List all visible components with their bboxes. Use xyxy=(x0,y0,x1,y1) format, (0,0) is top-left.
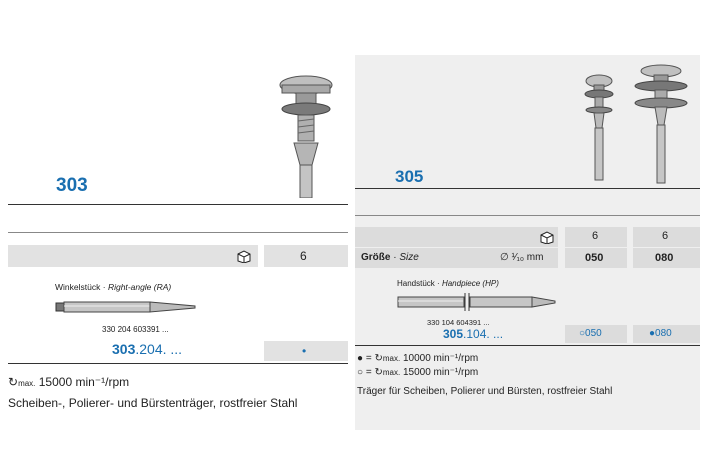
pack-label-cell xyxy=(355,227,558,247)
product-description: Scheiben-, Polierer- und Bürstenträger, rostfreier Stahl xyxy=(8,396,298,410)
divider xyxy=(8,204,348,205)
speed-prefix: max. xyxy=(382,354,401,363)
pack-qty: 6 xyxy=(300,249,307,263)
product-description: Träger für Scheiben, Polierer und Bürsten, rostfreier Stahl xyxy=(357,386,613,397)
size-label-en: Size xyxy=(399,252,419,263)
separator: · xyxy=(437,279,440,288)
tool-303-illustration xyxy=(276,73,336,198)
ra-shank-illustration xyxy=(55,297,200,319)
size-cell-080 xyxy=(633,248,700,268)
order-number-suffix: .204. ... xyxy=(135,341,183,357)
size-label-cell xyxy=(355,248,558,268)
size-value: 080 xyxy=(655,252,674,264)
order-number xyxy=(112,341,182,357)
pack-qty: 6 xyxy=(662,230,669,242)
package-icon xyxy=(236,249,252,263)
legend-symbol: ○ = xyxy=(357,367,375,378)
reference-number: 330 204 603391 ... xyxy=(102,325,169,334)
variant-filled: ●080 xyxy=(649,328,672,339)
pack-qty-cell-050 xyxy=(565,227,627,247)
reference-number: 330 104 604391 ... xyxy=(427,318,490,327)
max-speed xyxy=(8,375,129,389)
product-305-panel xyxy=(355,55,700,430)
size-unit: ∅ ¹⁄₁₀ mm xyxy=(500,252,544,263)
speed-legend-open xyxy=(357,367,478,378)
divider xyxy=(8,363,348,364)
divider xyxy=(355,215,700,216)
rotation-speed-icon: ↻ xyxy=(374,367,383,378)
rotation-speed-icon: ↻ xyxy=(8,375,19,389)
tool-305-080-illustration xyxy=(633,63,689,185)
speed-value: 10000 min⁻¹/rpm xyxy=(402,353,479,364)
speed-legend-filled xyxy=(357,353,478,364)
variant-cell xyxy=(264,341,348,361)
speed-prefix: max. xyxy=(18,379,36,388)
order-number-prefix: 303 xyxy=(112,341,136,357)
speed-prefix: max. xyxy=(382,368,401,377)
shank-label-de: Winkelstück xyxy=(55,282,101,292)
size-value: 050 xyxy=(585,252,604,264)
product-303-panel xyxy=(8,55,348,430)
size-cell-050 xyxy=(565,248,627,268)
size-label-de: Größe xyxy=(361,252,391,263)
pack-label-cell xyxy=(8,245,258,267)
pack-qty-cell xyxy=(264,245,348,267)
package-icon xyxy=(539,230,555,244)
speed-value: 15000 min⁻¹/rpm xyxy=(402,367,479,378)
divider xyxy=(355,345,700,346)
product-number: 303 xyxy=(56,175,88,196)
separator: · xyxy=(102,282,106,292)
shank-label-de: Handstück xyxy=(397,279,435,288)
divider xyxy=(8,232,348,233)
product-number: 305 xyxy=(395,167,424,186)
variant-cell-080 xyxy=(633,325,700,343)
shank-label xyxy=(55,282,171,292)
order-number xyxy=(443,327,503,341)
speed-value: 15000 min⁻¹/rpm xyxy=(38,375,130,389)
variant-open: ○050 xyxy=(579,328,602,339)
pack-qty-cell-080 xyxy=(633,227,700,247)
legend-symbol: ● = xyxy=(357,353,375,364)
variant-cell-050 xyxy=(565,325,627,343)
rotation-speed-icon: ↻ xyxy=(374,353,383,364)
shank-label xyxy=(397,279,499,288)
shank-label-en: Handpiece (HP) xyxy=(441,279,499,288)
order-number-prefix: 305 xyxy=(443,327,464,341)
shank-label-en: Right-angle (RA) xyxy=(107,282,172,292)
hp-shank-illustration xyxy=(397,291,557,313)
size-label xyxy=(361,252,419,263)
divider xyxy=(355,188,700,189)
pack-qty: 6 xyxy=(592,230,599,242)
order-number-suffix: .104. ... xyxy=(463,327,504,341)
separator: · xyxy=(393,252,397,263)
tool-305-050-illustration xyxy=(579,73,619,183)
availability-dot: • xyxy=(302,344,307,358)
